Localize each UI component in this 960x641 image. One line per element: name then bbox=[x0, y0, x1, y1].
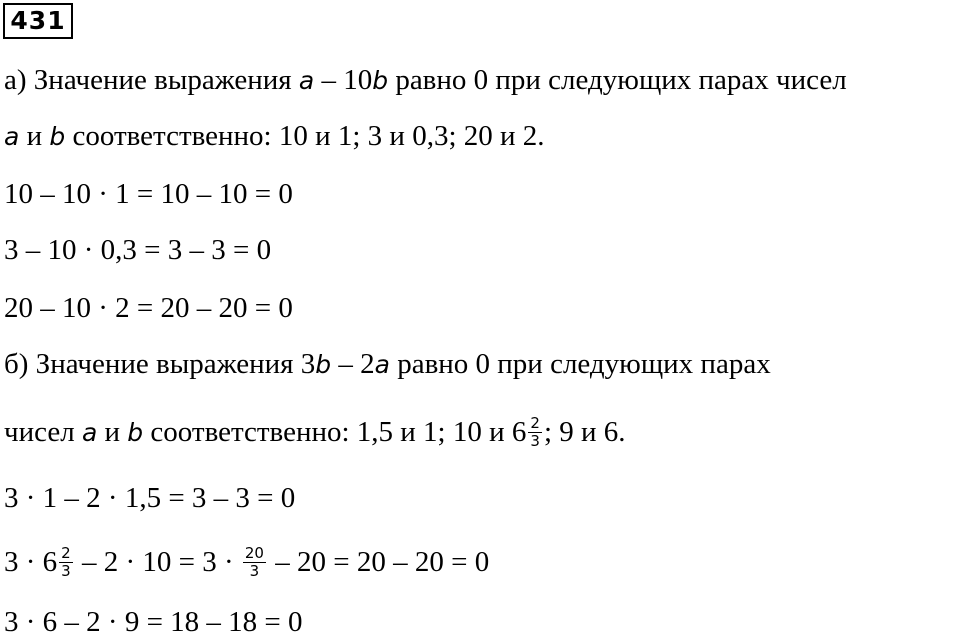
fraction-numerator: 20 bbox=[244, 543, 264, 562]
problem-number: 431 bbox=[3, 3, 73, 39]
fraction-twenty-thirds bbox=[243, 543, 266, 580]
variable-b: b bbox=[127, 418, 144, 447]
part-a-suffix: равно 0 при следующих парах чисел bbox=[388, 64, 847, 96]
calc2-start: 3 · 6 bbox=[4, 546, 58, 578]
fraction-two-thirds bbox=[59, 543, 73, 580]
variable-a: a bbox=[4, 122, 20, 151]
part-a-prefix: а) Значение выражения bbox=[4, 64, 299, 96]
part-b-prefix: б) Значение выражения 3 bbox=[4, 348, 316, 380]
part-a-calc-2: 3 – 10 · 0,3 = 3 – 3 = 0 bbox=[4, 234, 272, 266]
variable-a: a bbox=[374, 350, 390, 379]
calc2-end: – 20 = 20 – 20 = 0 bbox=[267, 546, 490, 578]
part-a-calc-1: 10 – 10 · 1 = 10 – 10 = 0 bbox=[4, 178, 293, 210]
fraction-numerator: 2 bbox=[530, 413, 540, 432]
part-b-calc-1: 3 · 1 – 2 · 1,5 = 3 – 3 = 0 bbox=[4, 482, 296, 514]
part-a-calc-3: 20 – 10 · 2 = 20 – 20 = 0 bbox=[4, 292, 293, 324]
part-b-line2-prefix: чисел bbox=[4, 416, 82, 448]
part-b-statement-line-2 bbox=[4, 414, 626, 451]
variable-a: a bbox=[298, 66, 315, 95]
part-a-pairs: соответственно: 10 и 1; 3 и 0,3; 20 и 2. bbox=[65, 120, 545, 152]
part-b-calc-2 bbox=[4, 544, 489, 581]
fraction-denominator: 3 bbox=[249, 561, 260, 580]
part-b-pairs: соответственно: 1,5 и 1; 10 и 6 bbox=[143, 416, 527, 448]
variable-b: b bbox=[372, 66, 389, 95]
part-b-operator: – 2 bbox=[331, 348, 375, 380]
fraction-two-thirds bbox=[528, 413, 542, 450]
calc2-middle: – 2 · 10 = 3 · bbox=[74, 546, 241, 578]
variable-b: b bbox=[315, 350, 332, 379]
variable-a: a bbox=[81, 418, 98, 447]
conjunction: и bbox=[97, 416, 128, 448]
part-b-pairs-end: ; 9 и 6. bbox=[543, 416, 626, 448]
part-a-statement-line-2 bbox=[4, 118, 545, 155]
variable-b: b bbox=[49, 122, 66, 151]
part-a-statement-line-1 bbox=[4, 62, 847, 99]
fraction-denominator: 3 bbox=[61, 561, 71, 580]
part-b-statement-line-1 bbox=[4, 346, 771, 383]
part-a-operator: – 10 bbox=[314, 64, 373, 96]
fraction-numerator: 2 bbox=[61, 543, 71, 562]
conjunction: и bbox=[19, 120, 50, 152]
part-b-suffix: равно 0 при следующих парах bbox=[389, 348, 771, 380]
part-b-calc-3: 3 · 6 – 2 · 9 = 18 – 18 = 0 bbox=[4, 606, 303, 638]
fraction-denominator: 3 bbox=[530, 431, 540, 450]
